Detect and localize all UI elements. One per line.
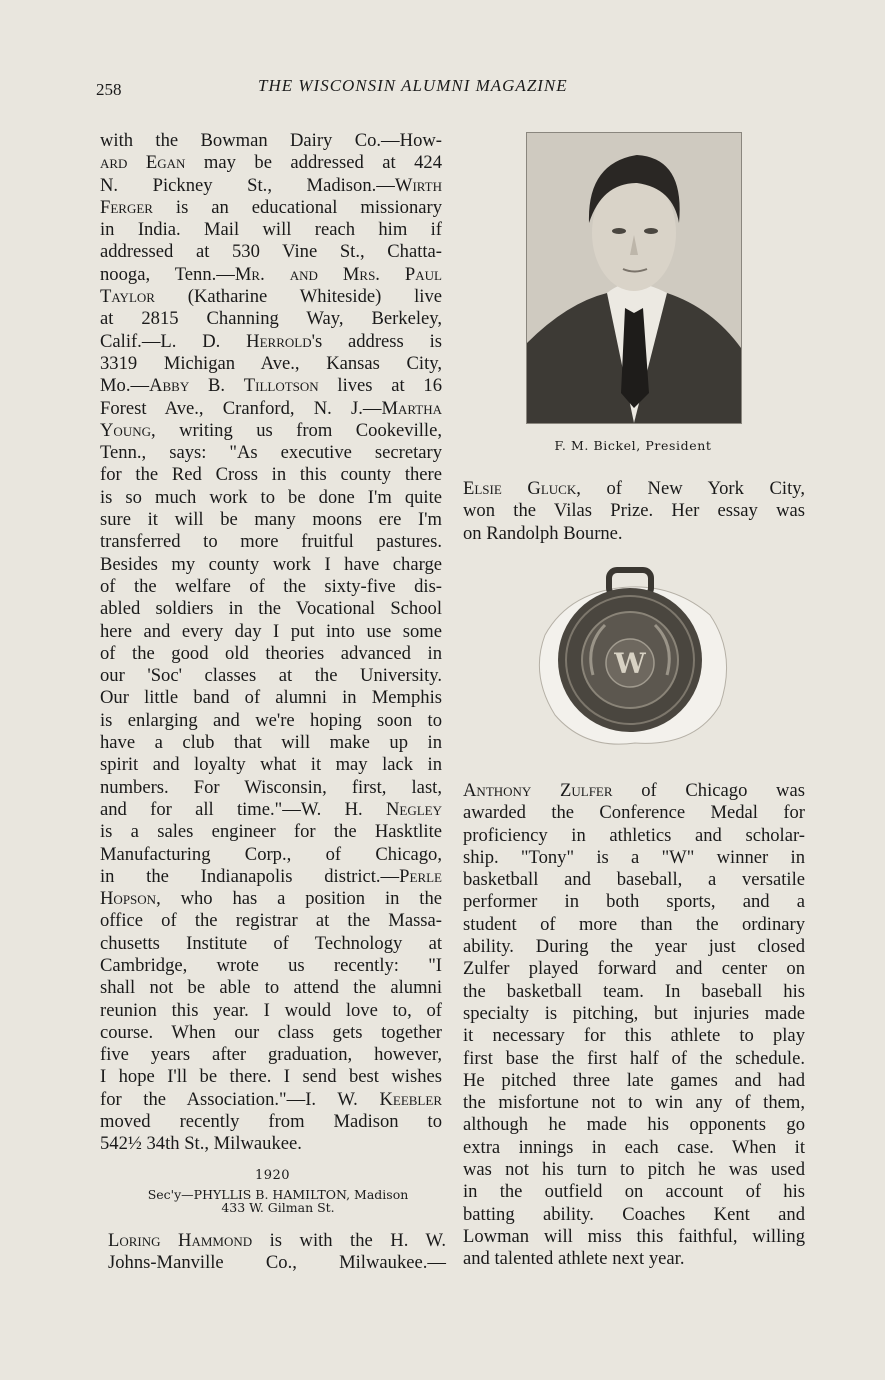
- line-fragment: is with the H. W.: [252, 1230, 446, 1251]
- text-line: with the Bowman Dairy Co.—How-: [100, 130, 442, 151]
- class-1920-paragraph: [108, 1230, 446, 1275]
- text-line: course. When our class gets together: [100, 1021, 442, 1043]
- text-line: [108, 1230, 446, 1252]
- name-small-caps: Anthony Zulfer: [463, 780, 613, 801]
- name-small-caps: Tillotson: [243, 375, 319, 397]
- text-line: numbers. For Wisconsin, first, last,: [100, 776, 442, 798]
- text-line: 542½ 34th St., Milwaukee.: [100, 1133, 302, 1155]
- line-fragment: Calif.—L. D.: [100, 330, 247, 352]
- text-line: office of the registrar at the Massa-: [100, 910, 442, 932]
- class-secretary-address: 433 W. Gilman St.: [221, 1200, 335, 1215]
- name-small-caps: Wirth: [394, 174, 442, 196]
- line-fragment: , of New York City,: [576, 478, 805, 499]
- text-line: in India. Mail will reach him if: [100, 219, 442, 241]
- portrait-photo: [526, 132, 742, 424]
- class-1920-notes: [108, 1230, 446, 1275]
- text-line: awarded the Conference Medal for: [463, 802, 805, 824]
- text-line: on Randolph Bourne.: [463, 522, 623, 544]
- line-fragment: , writing us from Cookeville,: [150, 419, 442, 441]
- text-line: [100, 331, 442, 353]
- text-line: of the good old theories advanced in: [100, 642, 442, 664]
- text-line: transferred to more fruitful pastures.: [100, 531, 442, 553]
- text-line: [100, 175, 442, 197]
- text-line: Our little band of alumni in Memphis: [100, 687, 442, 709]
- name-small-caps: Mr. and Mrs. Paul: [234, 263, 442, 285]
- line-fragment: is an educational missionary: [152, 196, 442, 218]
- text-line: spirit and loyalty what it may lack in: [100, 754, 442, 776]
- name-small-caps: Elsie Gluck: [463, 478, 577, 499]
- text-line: [100, 866, 442, 888]
- text-line: won the Vilas Prize. Her essay was: [463, 500, 805, 522]
- text-line: the misfortune not to win any of them,: [463, 1092, 805, 1114]
- name-small-caps: Martha: [381, 397, 442, 419]
- text-line: Manufacturing Corp., of Chicago,: [100, 843, 442, 865]
- class-year-heading: 1920: [254, 1168, 291, 1183]
- text-line: of the welfare of the sixty-five dis-: [100, 575, 442, 597]
- text-line: abled soldiers in the Vocational School: [100, 598, 442, 620]
- text-line: for the Red Cross in this county there: [100, 464, 442, 486]
- text-line: here and every day I put into use some: [100, 620, 442, 642]
- line-fragment: (Katharine Whiteside) live: [154, 286, 442, 308]
- text-line: extra innings in each case. When it: [463, 1136, 805, 1158]
- name-small-caps: Perle: [399, 865, 442, 887]
- medal-illustration: [525, 565, 735, 750]
- text-line: moved recently from Madison to: [100, 1111, 442, 1133]
- text-line: and talented athlete next year.: [463, 1248, 685, 1270]
- text-line: reunion this year. I would love to, of: [100, 999, 442, 1021]
- text-line: at 2815 Channing Way, Berkeley,: [100, 308, 442, 330]
- page-number: 258: [96, 80, 122, 99]
- line-fragment: of Chicago was: [612, 780, 805, 801]
- text-line: chusetts Institute of Technology at: [100, 932, 442, 954]
- text-line: Cambridge, wrote us recently: "I: [100, 954, 442, 976]
- name-small-caps: Hopson: [100, 888, 157, 910]
- text-line: Tenn., says: "As executive secretary: [100, 442, 442, 464]
- name-small-caps: Negley: [385, 798, 442, 820]
- line-fragment: 's address is: [311, 330, 442, 352]
- zulfer-notice: [463, 780, 805, 1271]
- text-line: the basketball team. In baseball his: [463, 980, 805, 1002]
- text-line: it necessary for this athlete to play: [463, 1025, 805, 1047]
- text-line: our 'Soc' classes at the University.: [100, 665, 442, 687]
- text-line: [100, 799, 442, 821]
- text-line: proficiency in athletics and scholar-: [463, 824, 805, 846]
- line-fragment: and for all time."—W. H.: [100, 798, 386, 820]
- running-head: THE WISCONSIN ALUMNI MAGAZINE: [258, 76, 568, 95]
- name-small-caps: Keebler: [379, 1088, 442, 1110]
- text-line: specialty is pitching, but injuries made: [463, 1002, 805, 1024]
- text-line: performer in both sports, and a: [463, 891, 805, 913]
- text-line: [463, 478, 805, 500]
- text-line: [100, 197, 442, 219]
- gluck-notice: [463, 478, 805, 545]
- name-small-caps: ard Egan: [100, 152, 186, 174]
- text-line: Johns-Manville Co., Milwaukee.—: [108, 1252, 446, 1274]
- text-line: [100, 375, 442, 397]
- text-line: [463, 780, 805, 802]
- text-line: batting ability. Coaches Kent and: [463, 1203, 805, 1225]
- alumni-notes-paragraph: [100, 130, 442, 1156]
- text-line: [100, 1089, 442, 1111]
- zulfer-paragraph: [463, 780, 805, 1271]
- line-fragment: Forest Ave., Cranford, N. J.—: [100, 397, 382, 419]
- line-fragment: nooga, Tenn.—: [100, 263, 235, 285]
- name-small-caps: Herrold: [246, 330, 312, 352]
- text-line: shall not be able to attend the alumni: [100, 977, 442, 999]
- portrait-illustration: [527, 133, 741, 423]
- text-line: [100, 398, 442, 420]
- text-line: Besides my county work I have charge: [100, 553, 442, 575]
- text-line: five years after graduation, however,: [100, 1044, 442, 1066]
- line-fragment: N. Pickney St., Madison.—: [100, 174, 395, 196]
- text-line: I hope I'll be there. I send best wishes: [100, 1066, 442, 1088]
- text-line: ability. During the year just closed: [463, 936, 805, 958]
- text-line: [100, 152, 442, 174]
- text-line: Zulfer played forward and center on: [463, 958, 805, 980]
- line-fragment: lives at 16: [318, 375, 442, 397]
- line-fragment: in the Indianapolis district.—: [100, 865, 400, 887]
- text-line: ship. "Tony" is a "W" winner in: [463, 846, 805, 868]
- text-line: He pitched three late games and had: [463, 1069, 805, 1091]
- text-line: student of more than the ordinary: [463, 913, 805, 935]
- text-line: although he made his opponents go: [463, 1114, 805, 1136]
- text-line: [100, 420, 442, 442]
- line-fragment: B.: [189, 375, 244, 397]
- name-small-caps: Loring Hammond: [108, 1230, 253, 1251]
- text-line: in the outfield on account of his: [463, 1181, 805, 1203]
- text-line: is so much work to be done I'm quite: [100, 486, 442, 508]
- line-fragment: , who has a position in the: [156, 888, 442, 910]
- line-fragment: for the Association."—I. W.: [100, 1088, 380, 1110]
- text-line: [100, 264, 442, 286]
- text-line: [100, 888, 442, 910]
- name-small-caps: Ferger: [100, 196, 153, 218]
- text-line: [100, 286, 442, 308]
- class-secretary-name: Sec'y—PHYLLIS B. HAMILTON, Madison: [147, 1187, 409, 1202]
- text-line: basketball and baseball, a versatile: [463, 869, 805, 891]
- text-line: sure it will be many moons ere I'm: [100, 509, 442, 531]
- name-small-caps: Abby: [149, 375, 190, 397]
- conference-medal-image: [525, 565, 735, 750]
- line-fragment: may be addressed at 424: [185, 152, 442, 174]
- class-secretary: [108, 1188, 448, 1214]
- name-small-caps: Taylor: [100, 286, 155, 308]
- text-line: 3319 Michigan Ave., Kansas City,: [100, 352, 442, 374]
- line-fragment: Mo.—: [100, 375, 150, 397]
- medal-letter: W: [614, 647, 646, 680]
- left-column: [100, 130, 442, 1156]
- text-line: was not his turn to pitch he was used: [463, 1159, 805, 1181]
- gluck-paragraph: [463, 478, 805, 545]
- portrait-caption: F. M. Bickel, President: [554, 438, 712, 453]
- text-line: have a club that will make up in: [100, 732, 442, 754]
- text-line: Lowman will miss this faithful, willing: [463, 1225, 805, 1247]
- text-line: first base the first half of the schedule.: [463, 1047, 805, 1069]
- text-line: is enlarging and we're hoping soon to: [100, 709, 442, 731]
- name-small-caps: Young: [100, 419, 151, 441]
- text-line: is a sales engineer for the Hasktlite: [100, 821, 442, 843]
- text-line: addressed at 530 Vine St., Chatta-: [100, 241, 442, 263]
